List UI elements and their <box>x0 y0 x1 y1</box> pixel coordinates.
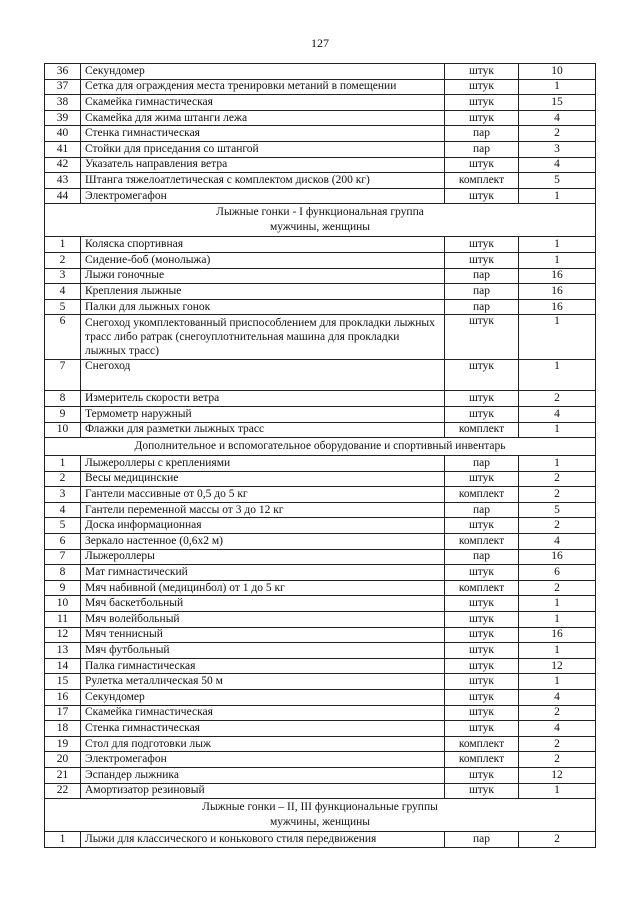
unit-cell: комплект <box>445 736 519 752</box>
table-row <box>45 141 596 157</box>
unit-cell: пар <box>445 268 519 284</box>
quantity-cell: 2 <box>519 471 596 487</box>
item-number-cell: 10 <box>45 422 81 438</box>
quantity-cell: 1 <box>519 237 596 253</box>
item-number-cell: 44 <box>45 188 81 204</box>
unit-cell: комплект <box>445 580 519 596</box>
quantity-cell: 1 <box>519 674 596 690</box>
item-name-cell: Крепления лыжные <box>81 284 445 300</box>
table-row <box>45 736 596 752</box>
unit-cell: штук <box>445 643 519 659</box>
unit-cell: штук <box>445 627 519 643</box>
item-name-cell: Палка гимнастическая <box>81 658 445 674</box>
table-row <box>45 268 596 284</box>
section-title-line: Дополнительное и вспомогательное оборудование и спортивный инвентарь <box>134 440 506 453</box>
unit-cell: штук <box>445 110 519 126</box>
quantity-cell: 1 <box>519 612 596 628</box>
item-name-cell: Мяч волейбольный <box>81 612 445 628</box>
quantity-cell: 1 <box>519 596 596 612</box>
item-name-cell: Амортизатор резиновый <box>81 783 445 799</box>
item-number-cell: 12 <box>45 627 81 643</box>
quantity-cell: 1 <box>519 315 596 360</box>
table-row <box>45 487 596 503</box>
item-name-cell: Указатель направления ветра <box>81 157 445 173</box>
quantity-cell: 4 <box>519 406 596 422</box>
item-number-cell: 19 <box>45 736 81 752</box>
quantity-cell: 1 <box>519 422 596 438</box>
unit-cell: комплект <box>445 422 519 438</box>
table-row <box>45 534 596 550</box>
unit-cell: штук <box>445 157 519 173</box>
unit-cell: штук <box>445 237 519 253</box>
table-row <box>45 832 596 848</box>
section-header-row <box>45 438 596 456</box>
item-number-cell: 16 <box>45 690 81 706</box>
table-row <box>45 157 596 173</box>
item-number-cell: 17 <box>45 705 81 721</box>
table-row <box>45 612 596 628</box>
table-row <box>45 237 596 253</box>
item-number-cell: 20 <box>45 752 81 768</box>
unit-cell: пар <box>445 299 519 315</box>
item-name-cell: Эспандер лыжника <box>81 767 445 783</box>
table-row <box>45 64 596 80</box>
quantity-cell: 2 <box>519 487 596 503</box>
item-name-cell: Лыжероллеры с креплениями <box>81 456 445 472</box>
item-number-cell: 38 <box>45 95 81 111</box>
item-number-cell: 40 <box>45 126 81 142</box>
unit-cell: штук <box>445 64 519 80</box>
quantity-cell: 1 <box>519 360 596 391</box>
item-number-cell: 21 <box>45 767 81 783</box>
item-name-cell: Секундомер <box>81 690 445 706</box>
item-number-cell: 1 <box>45 832 81 848</box>
item-name-cell: Скамейка гимнастическая <box>81 705 445 721</box>
item-name-cell: Штанга тяжелоатлетическая с комплектом дисков (200 кг) <box>81 173 445 189</box>
table-row <box>45 422 596 438</box>
item-number-cell: 11 <box>45 612 81 628</box>
item-number-cell: 3 <box>45 487 81 503</box>
quantity-cell: 1 <box>519 643 596 659</box>
item-name-cell: Электромегафон <box>81 752 445 768</box>
item-name-cell: Лыжи гоночные <box>81 268 445 284</box>
section-title <box>45 204 596 237</box>
item-name-cell: Сидение-боб (монолыжа) <box>81 252 445 268</box>
unit-cell: штук <box>445 471 519 487</box>
unit-cell: штук <box>445 596 519 612</box>
unit-cell: штук <box>445 391 519 407</box>
item-number-cell: 15 <box>45 674 81 690</box>
unit-cell: штук <box>445 188 519 204</box>
item-number-cell: 22 <box>45 783 81 799</box>
item-name-cell: Мяч футбольный <box>81 643 445 659</box>
item-number-cell: 37 <box>45 79 81 95</box>
item-name-cell: Гантели массивные от 0,5 до 5 кг <box>81 487 445 503</box>
equipment-table <box>44 63 596 848</box>
item-name-cell: Доска информационная <box>81 518 445 534</box>
table-row <box>45 110 596 126</box>
unit-cell: штук <box>445 95 519 111</box>
table-row <box>45 658 596 674</box>
unit-cell: штук <box>445 565 519 581</box>
item-number-cell: 6 <box>45 315 81 360</box>
item-number-cell: 10 <box>45 596 81 612</box>
item-number-cell: 6 <box>45 534 81 550</box>
item-name-cell: Весы медицинские <box>81 471 445 487</box>
table-row <box>45 752 596 768</box>
item-number-cell: 7 <box>45 360 81 391</box>
table-row <box>45 549 596 565</box>
quantity-cell: 1 <box>519 783 596 799</box>
section-title-line: мужчины, женщины <box>269 221 371 234</box>
quantity-cell: 2 <box>519 705 596 721</box>
item-number-cell: 3 <box>45 268 81 284</box>
item-name-cell: Стенка гимнастическая <box>81 721 445 737</box>
item-name-cell: Стойки для приседания со штангой <box>81 141 445 157</box>
item-number-cell: 8 <box>45 391 81 407</box>
table-row <box>45 643 596 659</box>
unit-cell: пар <box>445 141 519 157</box>
unit-cell: штук <box>445 406 519 422</box>
table-row <box>45 690 596 706</box>
quantity-cell: 1 <box>519 188 596 204</box>
item-number-cell: 42 <box>45 157 81 173</box>
item-name-cell: Лыжи для классического и конькового стиля передвижения <box>81 832 445 848</box>
item-name-cell: Сетка для ограждения места тренировки метаний в помещении <box>81 79 445 95</box>
item-name-cell: Зеркало настенное (0,6х2 м) <box>81 534 445 550</box>
table-row <box>45 315 596 360</box>
item-name-cell: Снегоход укомплектованный приспособлением для прокладки лыжных трасс либо ратрак (снегоуплотнительная машина для прокладки лыжных трасс) <box>81 315 445 360</box>
quantity-cell: 2 <box>519 832 596 848</box>
item-name-cell: Скамейка гимнастическая <box>81 95 445 111</box>
unit-cell: штук <box>445 767 519 783</box>
quantity-cell: 2 <box>519 518 596 534</box>
table-row <box>45 565 596 581</box>
item-number-cell: 18 <box>45 721 81 737</box>
table-row <box>45 173 596 189</box>
item-number-cell: 7 <box>45 549 81 565</box>
item-name-cell: Флажки для разметки лыжных трасс <box>81 422 445 438</box>
unit-cell: штук <box>445 518 519 534</box>
item-name-cell: Лыжероллеры <box>81 549 445 565</box>
quantity-cell: 16 <box>519 284 596 300</box>
unit-cell: пар <box>445 126 519 142</box>
table-row <box>45 188 596 204</box>
section-title-line: мужчины, женщины <box>269 816 371 829</box>
quantity-cell: 5 <box>519 173 596 189</box>
item-number-cell: 5 <box>45 299 81 315</box>
table-row <box>45 126 596 142</box>
page-number: 127 <box>311 36 329 50</box>
item-name-cell: Измеритель скорости ветра <box>81 391 445 407</box>
quantity-cell: 12 <box>519 767 596 783</box>
quantity-cell: 4 <box>519 110 596 126</box>
item-number-cell: 9 <box>45 406 81 422</box>
table-row <box>45 596 596 612</box>
table-row <box>45 95 596 111</box>
quantity-cell: 2 <box>519 391 596 407</box>
unit-cell: штук <box>445 658 519 674</box>
quantity-cell: 2 <box>519 580 596 596</box>
item-number-cell: 8 <box>45 565 81 581</box>
table-row <box>45 299 596 315</box>
item-name-cell: Мат гимнастический <box>81 565 445 581</box>
item-name-cell: Мяч набивной (медицинбол) от 1 до 5 кг <box>81 580 445 596</box>
quantity-cell: 2 <box>519 736 596 752</box>
quantity-cell: 16 <box>519 549 596 565</box>
table-row <box>45 284 596 300</box>
table-row <box>45 456 596 472</box>
table-row <box>45 705 596 721</box>
table-row <box>45 721 596 737</box>
unit-cell: пар <box>445 456 519 472</box>
unit-cell: комплект <box>445 752 519 768</box>
quantity-cell: 2 <box>519 126 596 142</box>
quantity-cell: 4 <box>519 534 596 550</box>
quantity-cell: 1 <box>519 79 596 95</box>
item-number-cell: 9 <box>45 580 81 596</box>
table-row <box>45 252 596 268</box>
quantity-cell: 5 <box>519 502 596 518</box>
section-title <box>45 438 596 456</box>
unit-cell: комплект <box>445 534 519 550</box>
item-number-cell: 2 <box>45 471 81 487</box>
section-header-row <box>45 204 596 237</box>
table-row <box>45 783 596 799</box>
unit-cell: пар <box>445 832 519 848</box>
item-name-cell: Стол для подготовки лыж <box>81 736 445 752</box>
item-number-cell: 1 <box>45 237 81 253</box>
unit-cell: штук <box>445 612 519 628</box>
unit-cell: пар <box>445 549 519 565</box>
item-name-cell: Снегоход <box>81 360 445 391</box>
quantity-cell: 4 <box>519 721 596 737</box>
item-name-cell: Стенка гимнастическая <box>81 126 445 142</box>
table-row <box>45 471 596 487</box>
unit-cell: комплект <box>445 487 519 503</box>
quantity-cell: 1 <box>519 456 596 472</box>
unit-cell: штук <box>445 690 519 706</box>
unit-cell: штук <box>445 721 519 737</box>
unit-cell: пар <box>445 284 519 300</box>
item-number-cell: 2 <box>45 252 81 268</box>
item-name-cell: Рулетка металлическая 50 м <box>81 674 445 690</box>
item-name-cell: Коляска спортивная <box>81 237 445 253</box>
section-title-line: Лыжные гонки - I функциональная группа <box>216 206 424 219</box>
item-number-cell: 41 <box>45 141 81 157</box>
quantity-cell: 15 <box>519 95 596 111</box>
table-row <box>45 391 596 407</box>
table-body <box>45 64 596 848</box>
table-row <box>45 406 596 422</box>
unit-cell: штук <box>445 705 519 721</box>
quantity-cell: 4 <box>519 157 596 173</box>
quantity-cell: 16 <box>519 299 596 315</box>
table-row <box>45 79 596 95</box>
quantity-cell: 16 <box>519 627 596 643</box>
item-name-cell: Мяч теннисный <box>81 627 445 643</box>
quantity-cell: 4 <box>519 690 596 706</box>
item-name-cell: Палки для лыжных гонок <box>81 299 445 315</box>
item-name-cell: Гантели переменной массы от 3 до 12 кг <box>81 502 445 518</box>
table-row <box>45 627 596 643</box>
item-number-cell: 4 <box>45 502 81 518</box>
unit-cell: штук <box>445 783 519 799</box>
item-name-cell: Мяч баскетбольный <box>81 596 445 612</box>
quantity-cell: 12 <box>519 658 596 674</box>
unit-cell: штук <box>445 315 519 360</box>
item-name-cell: Скамейка для жима штанги лежа <box>81 110 445 126</box>
item-number-cell: 36 <box>45 64 81 80</box>
quantity-cell: 1 <box>519 252 596 268</box>
item-number-cell: 14 <box>45 658 81 674</box>
quantity-cell: 6 <box>519 565 596 581</box>
table-row <box>45 518 596 534</box>
unit-cell: штук <box>445 360 519 391</box>
unit-cell: комплект <box>445 173 519 189</box>
table-row <box>45 674 596 690</box>
item-number-cell: 43 <box>45 173 81 189</box>
section-header-row <box>45 799 596 832</box>
item-number-cell: 5 <box>45 518 81 534</box>
table-row <box>45 360 596 391</box>
section-title-line: Лыжные гонки – II, III функциональные группы <box>202 801 438 814</box>
quantity-cell: 3 <box>519 141 596 157</box>
quantity-cell: 16 <box>519 268 596 284</box>
section-title <box>45 799 596 832</box>
item-number-cell: 39 <box>45 110 81 126</box>
table-row <box>45 502 596 518</box>
unit-cell: штук <box>445 252 519 268</box>
table-row <box>45 767 596 783</box>
item-name-cell: Электромегафон <box>81 188 445 204</box>
quantity-cell: 10 <box>519 64 596 80</box>
item-number-cell: 13 <box>45 643 81 659</box>
unit-cell: штук <box>445 79 519 95</box>
unit-cell: штук <box>445 674 519 690</box>
item-name-cell: Термометр наружный <box>81 406 445 422</box>
unit-cell: пар <box>445 502 519 518</box>
table-row <box>45 580 596 596</box>
item-number-cell: 1 <box>45 456 81 472</box>
item-name-cell: Секундомер <box>81 64 445 80</box>
quantity-cell: 2 <box>519 752 596 768</box>
item-number-cell: 4 <box>45 284 81 300</box>
